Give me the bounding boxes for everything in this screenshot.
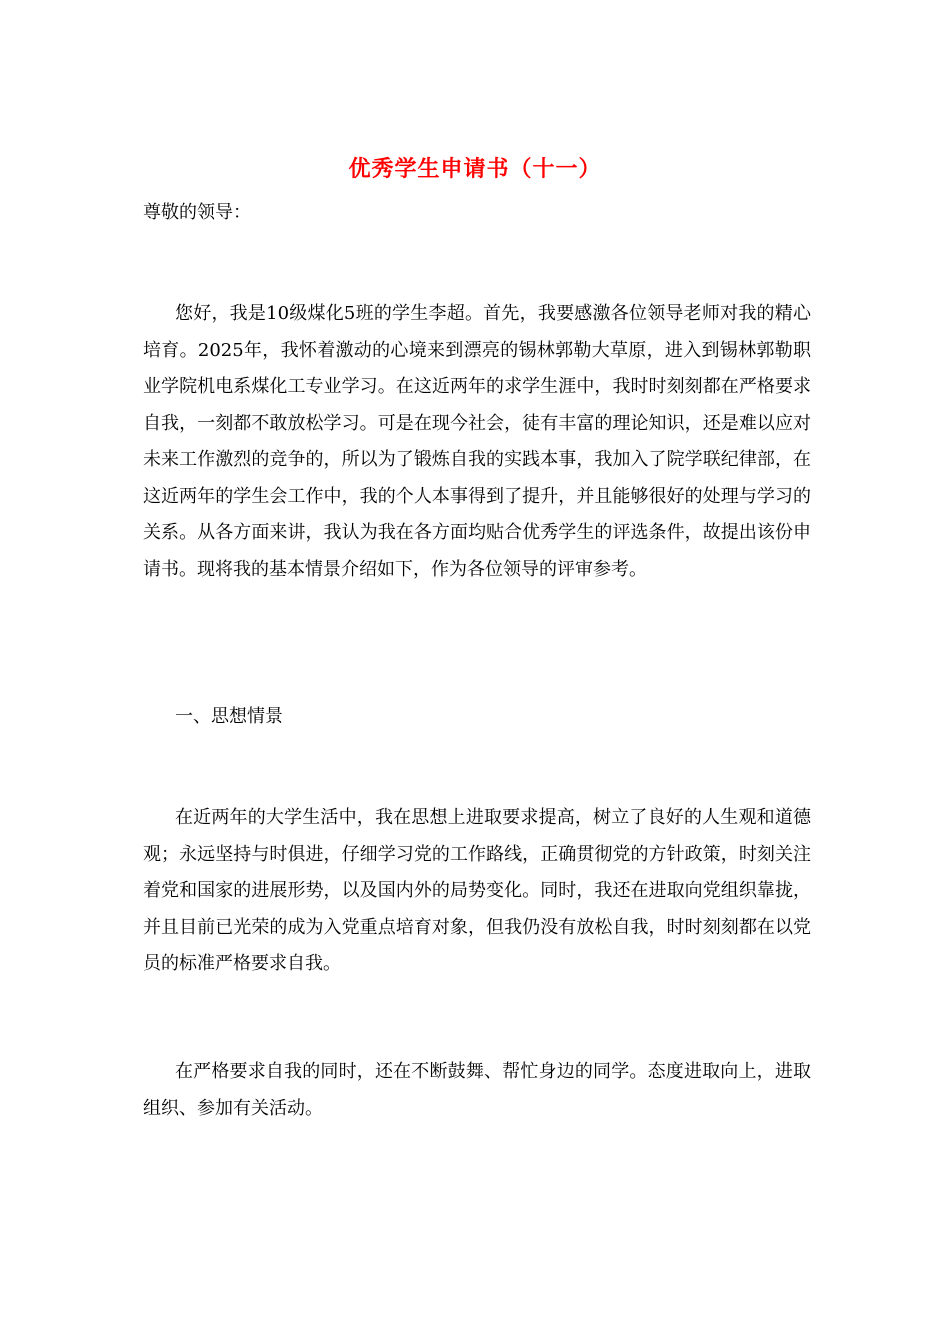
paragraph-thought: 在近两年的大学生活中，我在思想上进取要求提高，树立了良好的人生观和道德观；永远坚持与时俱进，仔细学习党的工作路线，正确贯彻党的方针政策，时刻关注着党和国家的进展形势，以及国内外的局势变化。同时，我还在进取向党组织靠拢，并且目前已光荣的成为入党重点培育对象，但我仍没有放松自我，时时刻刻都在以党员的标准严格要求自我。: [143, 807, 811, 974]
document-title: 优秀学生申请书（十一）: [348, 156, 602, 182]
section-heading-thought: 一、思想情景: [175, 706, 283, 727]
paragraph-helping-classmates: 在严格要求自我的同时，还在不断鼓舞、帮忙身边的同学。态度进取向上，进取组织、参加有关活动。: [143, 1061, 811, 1119]
salutation: 尊敬的领导：: [143, 202, 251, 223]
paragraph-introduction: 您好，我是10级煤化5班的学生李超。首先，我要感激各位领导老师对我的精心培育。2025年，我怀着激动的心境来到漂亮的锡林郭勒大草原，进入到锡林郭勒职业学院机电系煤化工专业学习。在这近两年的求学生涯中，我时时刻刻都在严格要求自我，一刻都不敢放松学习。可是在现今社会，徒有丰富的理论知识，还是难以应对未来工作激烈的竞争的，所以为了锻炼自我的实践本事，我加入了院学联纪律部，在这近两年的学生会工作中，我的个人本事得到了提升，并且能够很好的处理与学习的关系。从各方面来讲，我认为我在各方面均贴合优秀学生的评选条件，故提出该份申请书。现将我的基本情景介绍如下，作为各位领导的评审参考。: [143, 303, 811, 580]
